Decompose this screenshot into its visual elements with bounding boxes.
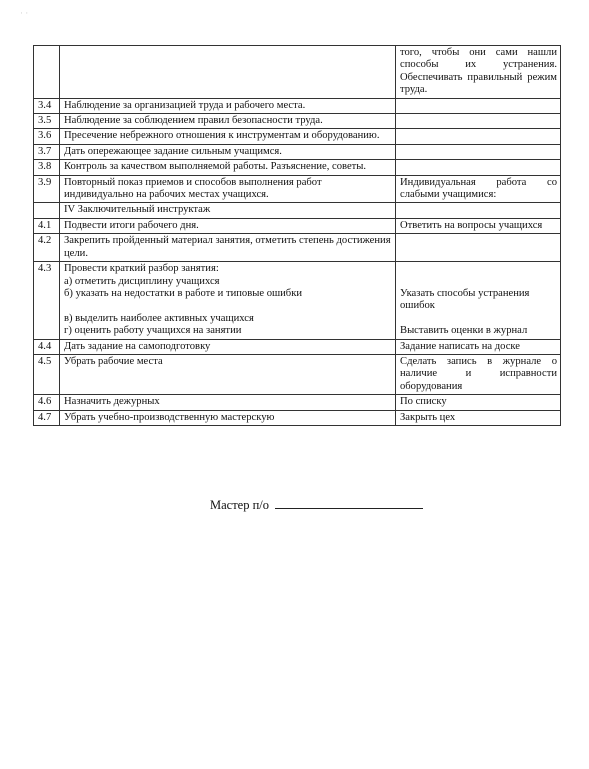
action-cell [60,98,396,113]
signature-block [210,496,423,513]
row-number: 4.6 [34,395,60,410]
note-text [400,204,557,216]
note-text [400,235,557,247]
note-cell [396,339,561,354]
action-text: Подвести итоги рабочего дня. [64,219,199,231]
row-number: 4.4 [34,339,60,354]
action-text: в) выделить наиболее активных учащихся [64,312,254,324]
signature-label: Мастер п/о [210,498,270,512]
row-number [34,46,60,99]
row-number [34,203,60,218]
note-cell [396,46,561,99]
table-row [34,203,561,218]
note-text [400,275,557,287]
row-number: 3.8 [34,160,60,175]
note-cell [396,144,561,159]
table-row [34,144,561,159]
row-number: 4.5 [34,354,60,394]
table-row [34,218,561,233]
note-cell [396,203,561,218]
action-text: Провести краткий разбор занятия: [64,263,219,275]
note-cell [396,395,561,410]
table-row [34,354,561,394]
action-cell [60,234,396,262]
action-text [64,300,392,312]
note-text [400,161,557,173]
note-text [400,100,557,112]
row-number: 3.5 [34,114,60,129]
note-text: Выставить оценки в журнал [400,325,528,337]
row-number: 3.9 [34,175,60,203]
note-text [400,115,557,127]
note-text [400,313,557,325]
action-text: Наблюдение за организацией труда и рабочего места. [64,99,306,111]
row-number: 3.7 [34,144,60,159]
note-text: Сделать запись в журнале о наличие и исправности оборудования [400,355,557,392]
action-text: Наблюдение за соблюдением правил безопасности труда. [64,115,323,127]
action-text: Убрать учебно-производственную мастерскую [64,411,275,423]
action-cell [60,46,396,99]
table-row [34,129,561,144]
action-text: Дать опережающее задание сильным учащимся. [64,145,282,157]
note-text: Индивидуальная работа со слабыми учащимися: [400,176,557,201]
table-row [34,175,561,203]
action-text: б) указать на недостатки в работе и типовые ошибки [64,287,303,299]
action-cell [60,175,396,203]
action-text: Назначить дежурных [64,396,160,408]
action-cell [60,203,396,218]
action-text: IV Заключительный инструктаж [64,204,211,216]
action-cell [60,218,396,233]
row-number: 4.2 [34,234,60,262]
action-text: а) отметить дисциплину учащихся [64,275,220,287]
note-text: Закрыть цех [400,411,456,423]
note-text: По списку [400,396,447,408]
note-text [400,146,557,158]
action-text: г) оценить работу учащихся на занятии [64,325,242,337]
note-text: Ответить на вопросы учащихся [400,219,543,231]
row-number: 3.6 [34,129,60,144]
action-text [64,47,392,59]
note-text [400,130,557,142]
note-cell [396,410,561,425]
action-text: Закрепить пройденный материал занятия, отметить степень достижения цели. [64,235,391,259]
action-cell [60,160,396,175]
action-cell [60,395,396,410]
scan-speck: · · [20,8,29,18]
action-cell [60,129,396,144]
note-cell [396,234,561,262]
table-row [34,114,561,129]
note-cell [396,98,561,113]
table-row [34,98,561,113]
lesson-plan-table [33,45,561,426]
table-row [34,262,561,339]
action-cell [60,144,396,159]
action-cell [60,354,396,394]
row-number: 3.4 [34,98,60,113]
action-cell [60,114,396,129]
row-number: 4.1 [34,218,60,233]
row-number: 4.3 [34,262,60,339]
action-text: Повторный показ приемов и способов выполнения работ индивидуально на рабочих местах учащихся. [64,176,322,201]
note-cell [396,114,561,129]
note-cell [396,175,561,203]
signature-line [275,496,423,509]
note-cell [396,129,561,144]
table-row [34,410,561,425]
lesson-plan-body [34,46,561,426]
note-cell [396,354,561,394]
note-text: того, чтобы они сами нашли способы их устранения. Обеспечивать правильный режим труда. [400,47,557,96]
table-row [34,46,561,99]
action-text: Пресечение небрежного отношения к инструментам и оборудованию. [64,130,380,142]
table-row [34,234,561,262]
note-text: Указать способы устранения ошибок [400,287,530,312]
action-cell [60,410,396,425]
action-text: Контроль за качеством выполняемой работы. Разъяснение, советы. [64,161,367,173]
action-cell [60,262,396,339]
table-row [34,160,561,175]
note-cell [396,218,561,233]
note-cell [396,262,561,339]
row-number: 4.7 [34,410,60,425]
table-row [34,395,561,410]
action-text: Дать задание на самоподготовку [64,340,211,352]
note-text [400,263,557,275]
action-cell [60,339,396,354]
table-row [34,339,561,354]
action-text: Убрать рабочие места [64,355,163,367]
note-text: Задание написать на доске [400,340,520,352]
note-cell [396,160,561,175]
